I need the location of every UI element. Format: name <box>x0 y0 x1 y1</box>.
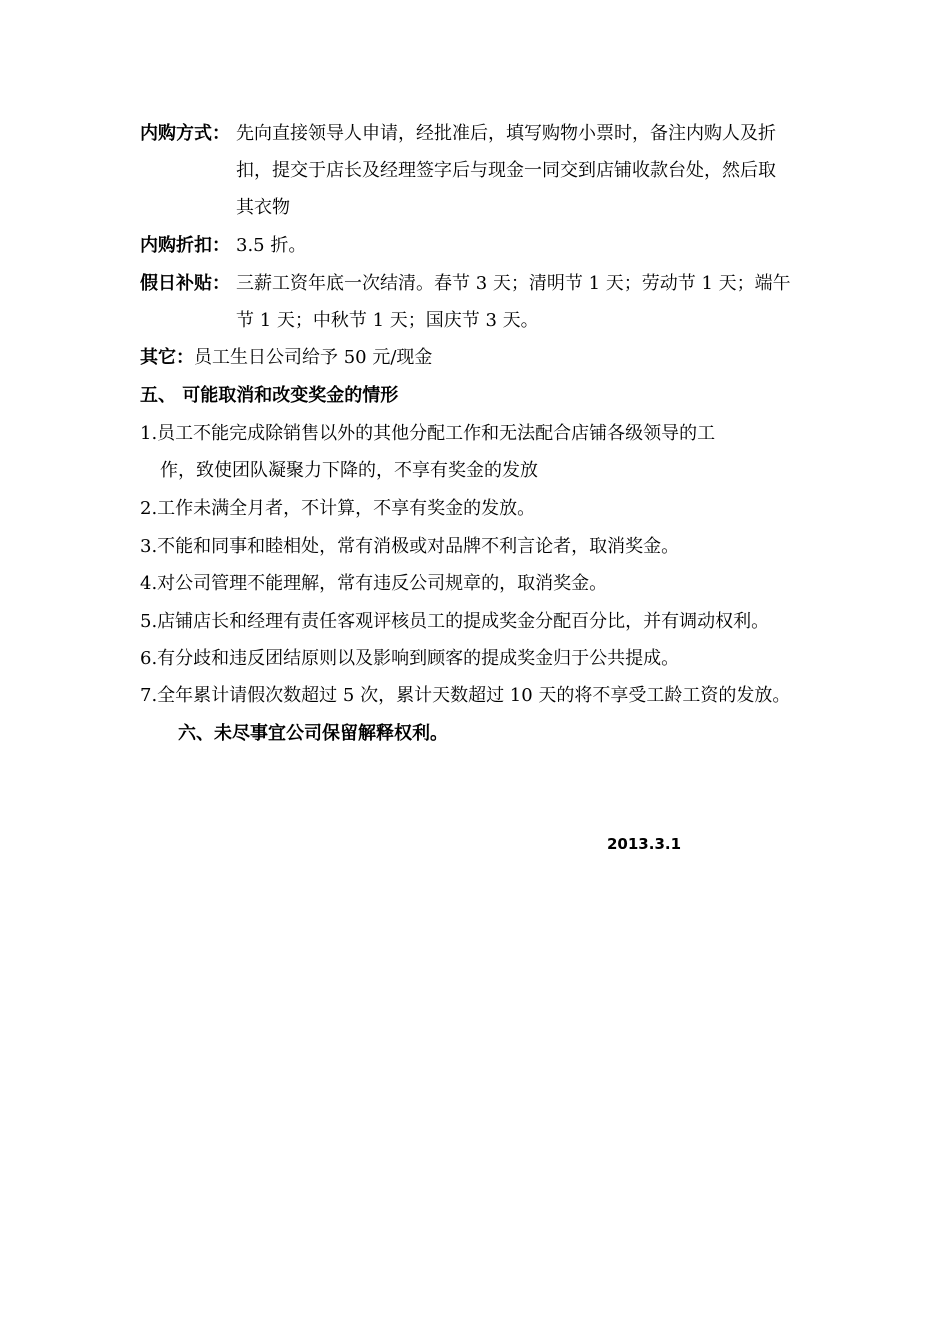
purchase-discount-label: 内购折扣： <box>140 235 230 256</box>
purchase-method-line-3: 其衣物 <box>236 197 290 218</box>
section-5-item-4: 4.对公司管理不能理解，常有违反公司规章的，取消奖金。 <box>140 573 608 594</box>
purchase-method-line-2: 扣，提交于店长及经理签字后与现金一同交到店铺收款台处，然后取 <box>236 160 776 181</box>
purchase-method-label: 内购方式： <box>140 123 230 144</box>
other-value: 员工生日公司给予 50 元/现金 <box>194 347 433 368</box>
other-label: 其它： <box>140 347 194 368</box>
section-5-item-7: 7.全年累计请假次数超过 5 次，累计天数超过 10 天的将不享受工龄工资的发放。 <box>140 685 791 706</box>
section-6-heading: 六、未尽事宜公司保留解释权利。 <box>178 723 448 744</box>
other-row <box>140 346 432 370</box>
purchase-method-line-1: 先向直接领导人申请，经批准后，填写购物小票时，备注内购人及折 <box>236 123 776 144</box>
section-5-item-3: 3.不能和同事和睦相处，常有消极或对品牌不利言论者，取消奖金。 <box>140 536 680 557</box>
section-5-item-5: 5.店铺店长和经理有责任客观评核员工的提成奖金分配百分比，并有调动权利。 <box>140 611 770 632</box>
section-5-item-1-cont: 作，致使团队凝聚力下降的，不享有奖金的发放 <box>160 460 538 481</box>
section-5-heading: 五、 可能取消和改变奖金的情形 <box>140 385 399 406</box>
holiday-allowance-line-1: 三薪工资年底一次结清。春节 3 天；清明节 1 天；劳动节 1 天；端午 <box>236 273 791 294</box>
section-5-item-1: 1.员工不能完成除销售以外的其他分配工作和无法配合店铺各级领导的工 <box>140 423 716 444</box>
holiday-allowance-label: 假日补贴： <box>140 273 230 294</box>
section-5-item-2: 2.工作未满全月者，不计算，不享有奖金的发放。 <box>140 498 536 519</box>
holiday-allowance-line-2: 节 1 天；中秋节 1 天；国庆节 3 天。 <box>236 310 539 331</box>
purchase-discount-value: 3.5 折。 <box>236 235 307 256</box>
document-date: 2013.3.1 <box>607 835 682 853</box>
section-5-item-6: 6.有分歧和违反团结原则以及影响到顾客的提成奖金归于公共提成。 <box>140 648 680 669</box>
